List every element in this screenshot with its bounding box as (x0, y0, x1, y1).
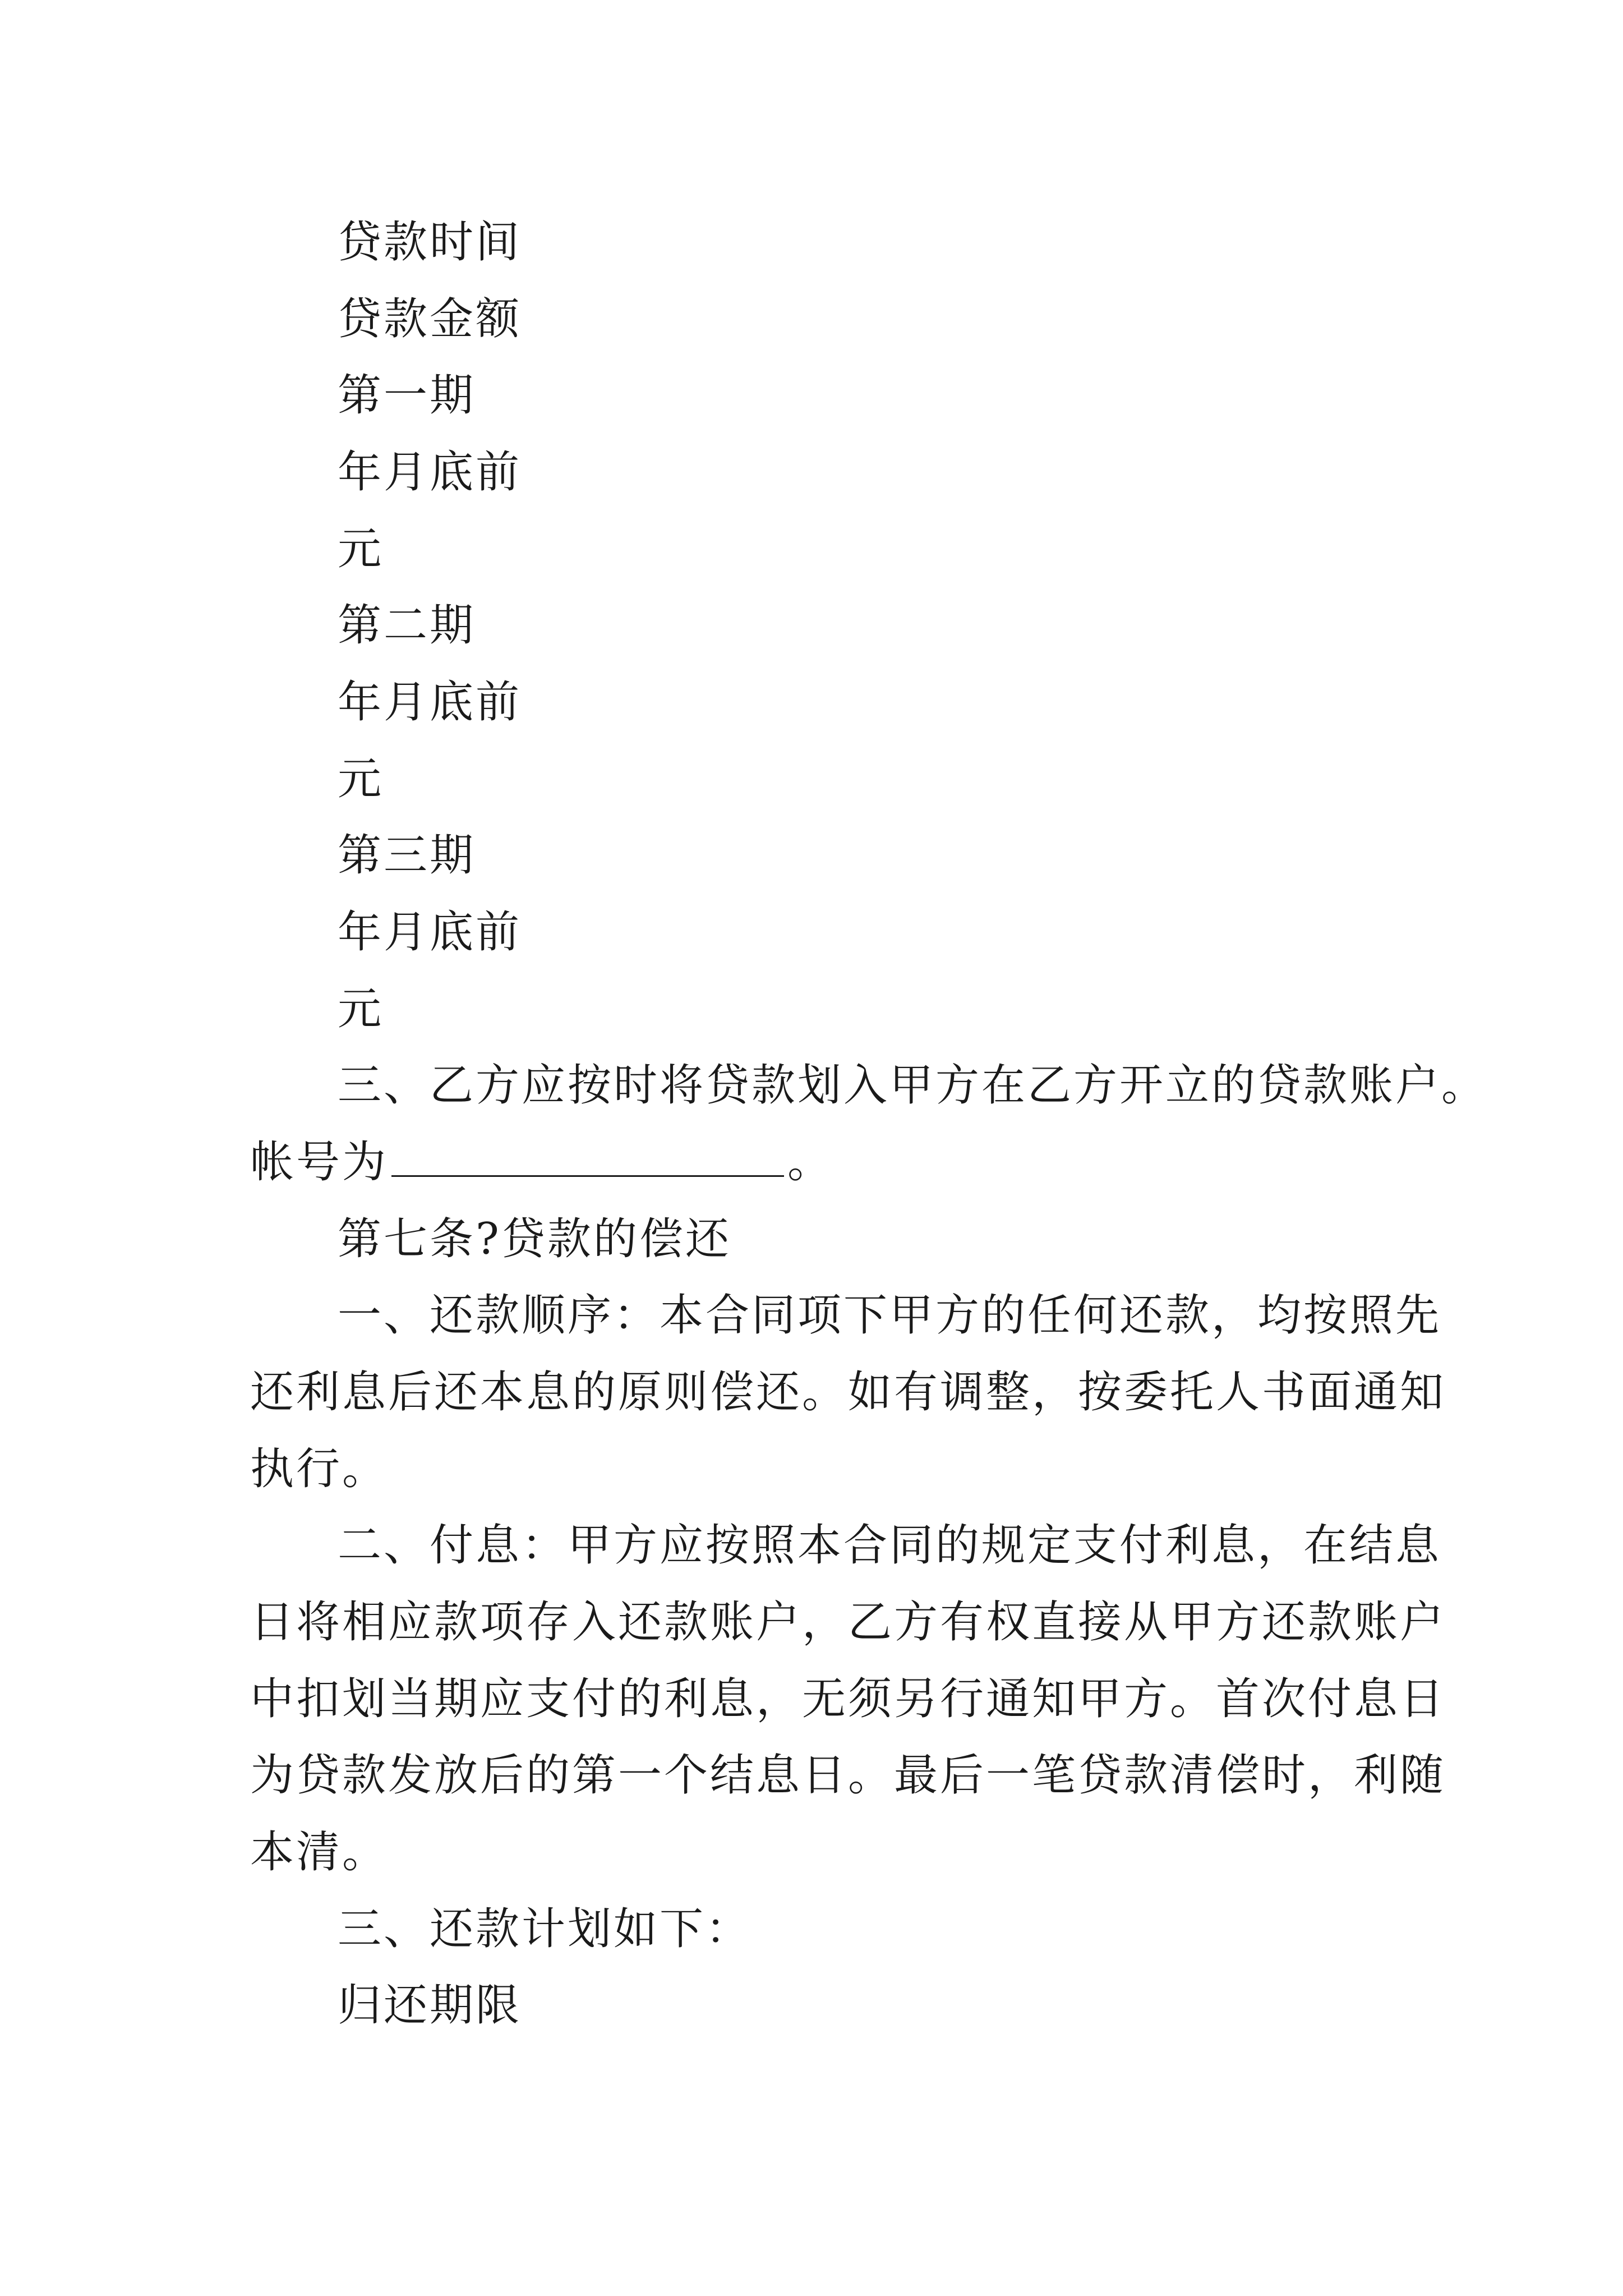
schedule-loan-time: 贷款时间 (338, 217, 522, 268)
account-number-blank (391, 1142, 784, 1177)
schedule-period-1-yuan: 元 (338, 524, 384, 574)
account-end: 。 (787, 1137, 834, 1188)
schedule-period-3: 第三期 (338, 830, 476, 881)
interest-line-3: 中扣划当期应支付的利息，无须另行通知甲方。首次付息日 (250, 1674, 1446, 1724)
repayment-plan-title: 三、还款计划如下： (338, 1904, 752, 1954)
interest-line-2: 日将相应款项存入还款账户，乙方有权直接从甲方还款账户 (250, 1597, 1446, 1648)
schedule-period-3-yuan: 元 (338, 984, 384, 1034)
schedule-period-2-date: 年月底前 (338, 677, 522, 728)
account-number-line (250, 1137, 834, 1188)
repay-order-line-1: 一、还款顺序：本合同项下甲方的任何还款，均按照先 (338, 1290, 1442, 1341)
clause-three-text: 三、乙方应按时将贷款划入甲方在乙方开立的贷款账户。 (338, 1060, 1488, 1111)
interest-line-5: 本清。 (250, 1827, 389, 1878)
schedule-period-2: 第二期 (338, 600, 476, 651)
interest-line-1: 二、付息：甲方应按照本合同的规定支付利息，在结息 (338, 1520, 1442, 1571)
schedule-period-3-date: 年月底前 (338, 907, 522, 958)
article-seven-title: 第七条?贷款的偿还 (338, 1214, 731, 1264)
schedule-period-1: 第一期 (338, 370, 476, 421)
schedule-loan-amount: 贷款金额 (338, 294, 522, 344)
schedule-period-1-date: 年月底前 (338, 447, 522, 498)
repay-order-line-2: 还利息后还本息的原则偿还。如有调整，按委托人书面通知 (250, 1367, 1446, 1418)
repayment-term-label: 归还期限 (338, 1980, 522, 2031)
interest-line-4: 为贷款发放后的第一个结息日。最后一笔贷款清偿时，利随 (250, 1750, 1446, 1801)
account-label: 帐号为 (250, 1137, 389, 1188)
repay-order-line-3: 执行。 (250, 1444, 389, 1494)
schedule-period-2-yuan: 元 (338, 754, 384, 804)
